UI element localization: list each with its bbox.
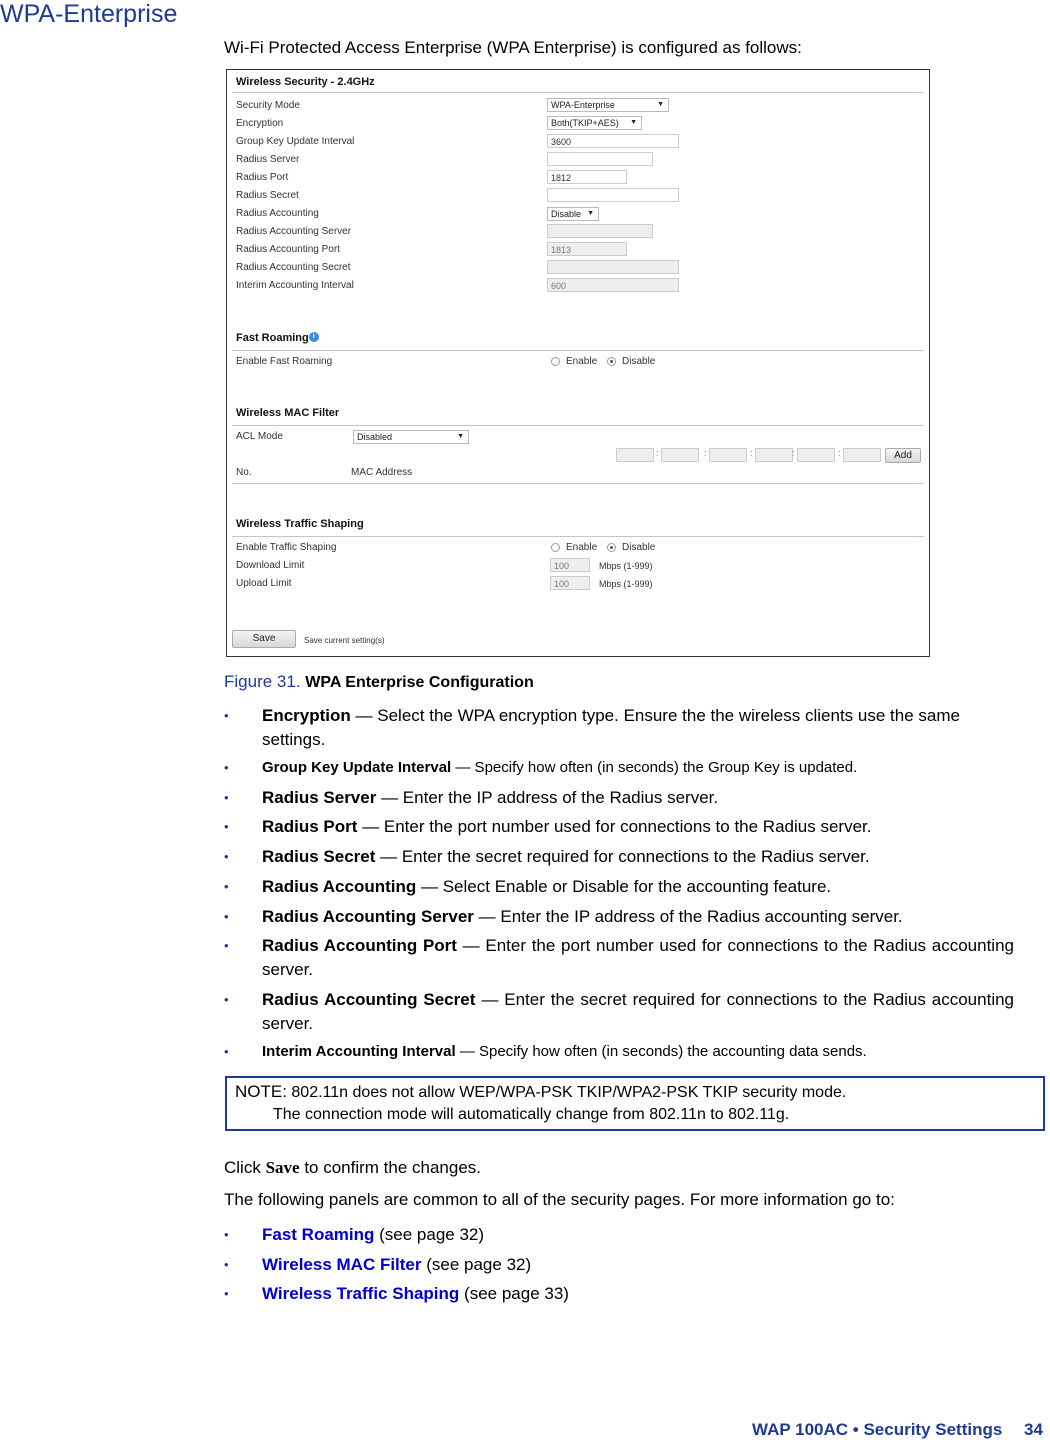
bullet-radius-server: • Radius Server — Enter the IP address of the Radius server. [224, 786, 1014, 810]
radius-port-input[interactable]: 1812 [547, 170, 627, 184]
group-key-label: Group Key Update Interval [236, 136, 355, 147]
fast-roaming-title: Fast Roaming i [236, 332, 319, 344]
traffic-shaping-title: Wireless Traffic Shaping [236, 518, 364, 530]
colon: : [750, 448, 753, 458]
colon: : [656, 448, 659, 458]
radius-acct-port-input[interactable]: 1813 [547, 242, 627, 256]
bullet-icon: • [224, 760, 229, 775]
traffic-shaping-link[interactable]: Wireless Traffic Shaping [262, 1284, 460, 1303]
bullet-icon: • [224, 938, 229, 953]
chevron-down-icon: ▼ [457, 433, 464, 440]
bullet-icon: • [224, 909, 229, 924]
common-panels-text: The following panels are common to all of the security pages. For more information go to: [224, 1190, 895, 1209]
radius-secret-label: Radius Secret [236, 190, 299, 201]
mac-address-column-header: MAC Address [351, 467, 413, 478]
enable-traffic-label: Enable Traffic Shaping [236, 542, 337, 553]
mac-filter-link[interactable]: Wireless MAC Filter [262, 1255, 422, 1274]
radio-icon [551, 543, 560, 552]
save-button[interactable]: Save [232, 630, 296, 648]
divider [232, 425, 924, 426]
encryption-label: Encryption [236, 118, 284, 129]
note-prefix: NOTE: [235, 1082, 287, 1101]
bullet-icon: • [224, 1257, 229, 1272]
bullet-icon: • [224, 1227, 229, 1242]
page-number: 34 [1024, 1420, 1043, 1439]
radius-secret-input[interactable] [547, 188, 679, 202]
link-item-fast-roaming: • Fast Roaming (see page 32) [224, 1223, 1014, 1247]
security-mode-select[interactable]: WPA-Enterprise ▼ [547, 98, 669, 112]
interim-interval-label: Interim Accounting Interval [236, 280, 354, 291]
intro-text: Wi-Fi Protected Access Enterprise (WPA Enterprise) is configured as follows: [224, 38, 802, 57]
radius-acct-port-label: Radius Accounting Port [236, 244, 340, 255]
mac-octet-3[interactable] [709, 448, 747, 462]
radius-port-label: Radius Port [236, 172, 289, 183]
mac-filter-title: Wireless MAC Filter [236, 407, 340, 419]
download-limit-hint: Mbps (1-999) [599, 561, 653, 571]
radio-selected-icon [607, 357, 616, 366]
fast-roaming-link[interactable]: Fast Roaming [262, 1225, 375, 1244]
note-line-1: 802.11n does not allow WEP/WPA-PSK TKIP/WPA2-PSK TKIP security mode. [291, 1084, 847, 1101]
add-mac-button[interactable]: Add [885, 448, 921, 463]
wireless-security-title: Wireless Security - 2.4GHz [236, 76, 375, 88]
upload-limit-hint: Mbps (1-999) [599, 579, 653, 589]
bullet-icon: • [224, 849, 229, 864]
note-line-2: The connection mode will automatically change from 802.11n to 802.11g. [273, 1106, 790, 1123]
bullet-icon: • [224, 790, 229, 805]
chevron-down-icon: ▼ [657, 101, 664, 108]
info-icon[interactable]: i [309, 332, 319, 342]
bullet-icon: • [224, 879, 229, 894]
footer-title: WAP 100AC • Security Settings [752, 1420, 1003, 1439]
link-item-mac-filter: • Wireless MAC Filter (see page 32) [224, 1253, 1014, 1277]
mac-octet-5[interactable] [797, 448, 835, 462]
bullet-encryption: • Encryption — Select the WPA encryption type. Ensure the the wireless clients use the same settings. [224, 706, 960, 749]
divider [232, 92, 924, 93]
upload-limit-label: Upload Limit [236, 578, 292, 589]
bullet-icon: • [224, 1044, 229, 1059]
bullet-group-key: • Group Key Update Interval — Specify how often (in seconds) the Group Key is updated. [224, 756, 1014, 780]
bullet-radius-port: • Radius Port — Enter the port number used for connections to the Radius server. [224, 815, 1014, 839]
fast-roaming-enable-radio[interactable]: Enable [551, 356, 597, 367]
traffic-enable-radio[interactable]: Enable [551, 542, 597, 553]
mac-octet-1[interactable] [616, 448, 654, 462]
encryption-select[interactable]: Both(TKIP+AES) ▼ [547, 116, 642, 130]
radius-accounting-label: Radius Accounting [236, 208, 319, 219]
traffic-disable-radio[interactable]: Disable [607, 542, 655, 553]
radius-acct-server-label: Radius Accounting Server [236, 226, 352, 237]
download-limit-input[interactable]: 100 [550, 558, 590, 572]
figure-caption: Figure 31. WPA Enterprise Configuration [224, 672, 534, 691]
divider [232, 350, 924, 351]
colon: : [792, 448, 795, 458]
radius-acct-secret-label: Radius Accounting Secret [236, 262, 351, 273]
bullet-interim-interval: • Interim Accounting Interval — Specify how often (in seconds) the accounting data sends. [224, 1040, 1014, 1064]
radio-icon [551, 357, 560, 366]
fast-roaming-disable-radio[interactable]: Disable [607, 356, 655, 367]
radio-selected-icon [607, 543, 616, 552]
colon: : [838, 448, 841, 458]
radius-accounting-select[interactable]: Disable ▼ [547, 207, 599, 221]
acl-mode-label: ACL Mode [236, 431, 283, 442]
group-key-input[interactable]: 3600 [547, 134, 679, 148]
radius-acct-server-input[interactable] [547, 224, 653, 238]
chevron-down-icon: ▼ [587, 210, 594, 217]
bullet-icon: • [224, 708, 229, 723]
security-mode-label: Security Mode [236, 100, 300, 111]
mac-octet-4[interactable] [755, 448, 793, 462]
bullet-icon: • [224, 1286, 229, 1301]
bullet-radius-accounting: • Radius Accounting — Select Enable or Disable for the accounting feature. [224, 875, 1014, 899]
radius-server-input[interactable] [547, 152, 653, 166]
chevron-down-icon: ▼ [630, 119, 637, 126]
divider [232, 536, 924, 537]
radius-server-label: Radius Server [236, 154, 300, 165]
note-box [225, 1076, 1045, 1131]
mac-octet-2[interactable] [661, 448, 699, 462]
download-limit-label: Download Limit [236, 560, 305, 571]
no-column-header: No. [236, 467, 252, 478]
bullet-icon: • [224, 819, 229, 834]
click-save-text: Click Save to confirm the changes. [224, 1158, 482, 1177]
bullet-radius-acct-port: • Radius Accounting Port — Enter the port number used for connections to the Radius accounting server. [224, 936, 1014, 979]
enable-fast-roaming-label: Enable Fast Roaming [236, 356, 333, 367]
link-item-traffic-shaping: • Wireless Traffic Shaping (see page 33) [224, 1282, 1014, 1306]
save-hint: Save current setting(s) [304, 636, 385, 645]
bullet-radius-acct-secret: • Radius Accounting Secret — Enter the secret required for connections to the Radius accounting server. [224, 990, 1015, 1033]
acl-mode-select[interactable]: Disabled ▼ [353, 430, 469, 444]
mac-octet-6[interactable] [843, 448, 881, 462]
bullet-radius-secret: • Radius Secret — Enter the secret required for connections to the Radius server. [224, 845, 1014, 869]
bullet-radius-acct-server: • Radius Accounting Server — Enter the IP address of the Radius accounting server. [224, 905, 1014, 929]
colon: : [704, 448, 707, 458]
bullet-icon: • [224, 992, 229, 1007]
radius-acct-secret-input[interactable] [547, 260, 679, 274]
divider [232, 483, 924, 484]
upload-limit-input[interactable]: 100 [550, 576, 590, 590]
config-screenshot [226, 69, 930, 657]
page-heading: WPA-Enterprise [0, 0, 178, 28]
interim-interval-input[interactable]: 600 [547, 278, 679, 292]
